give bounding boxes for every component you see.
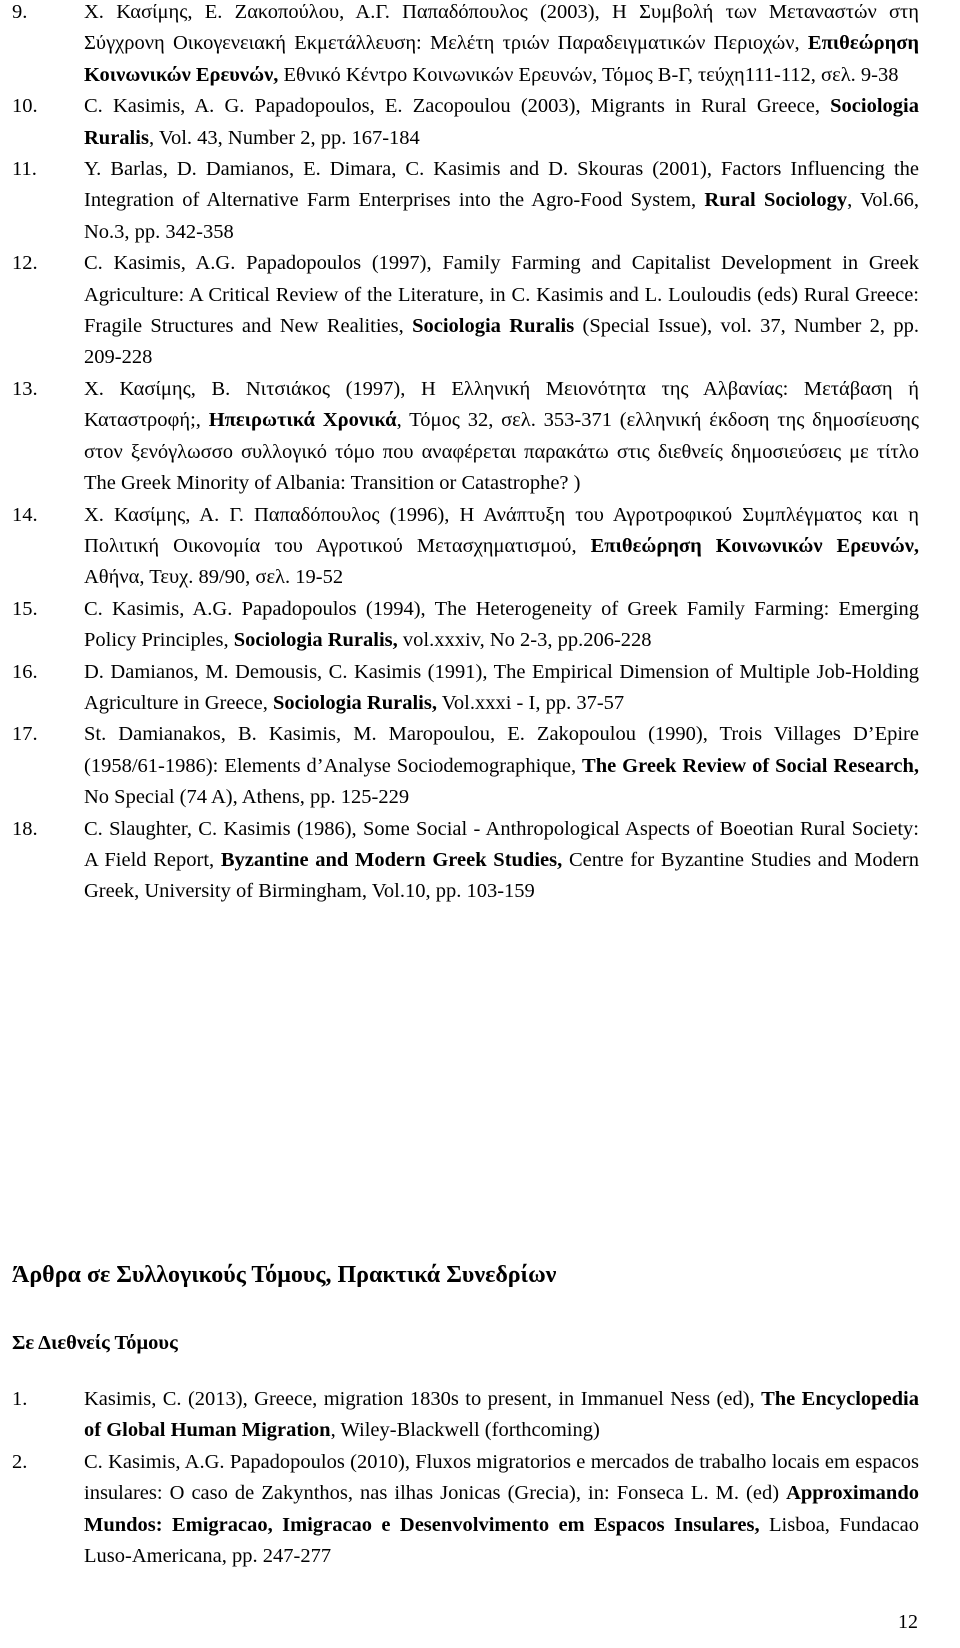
- reference-text: Χ. Κασίμης, Α. Γ. Παπαδόπουλος (1996), Η Ανάπτυξη του Αγροτροφικού Συμπλέγματος και η Πολιτική Οικονομία του Αγροτικού Μετασχηματισμού,: [84, 503, 919, 557]
- reference-text: , Vol.66, No.3, pp. 342-358: [84, 189, 919, 243]
- reference-number: 10.: [12, 95, 38, 118]
- reference-item: [0, 91, 919, 154]
- reference-number: 9.: [12, 1, 28, 23]
- reference-text: Εθνικό Κέντρο Κοινωνικών Ερευνών, Τόμος Β-Γ, τεύχη111-112, σελ. 9-38: [278, 63, 899, 86]
- reference-number: 15.: [12, 597, 38, 620]
- reference-number: 2.: [12, 1450, 28, 1473]
- reference-text: C. Kasimis, A.G. Papadopoulos (1994), The Heterogeneity of Greek Family Farming: Emerging Policy Principles,: [84, 597, 919, 652]
- reference-text: , Vol. 43, Number 2, pp. 167-184: [148, 126, 420, 149]
- reference-item: [0, 248, 919, 374]
- reference-journal-title: Sociologia Ruralis: [84, 95, 919, 149]
- reference-item: [0, 657, 919, 720]
- reference-text: vol.xxxiv, No 2-3, pp.206-228: [397, 629, 652, 652]
- reference-item: [0, 500, 919, 594]
- reference-text: Vol.xxxi - I, pp. 37-57: [436, 691, 625, 714]
- reference-text: (Special Issue), vol. 37, Number 2, pp. 209-228: [84, 315, 919, 369]
- section-heading: Άρθρα σε Συλλογικούς Τόμους, Πρακτικά Συνεδρίων: [12, 1262, 557, 1288]
- reference-journal-title: The Greek Review of Social Research,: [582, 754, 920, 777]
- reference-journal-title: Sociologia Ruralis: [412, 315, 575, 338]
- reference-text: No Special (74 A), Athens, pp. 125-229: [84, 786, 410, 809]
- reference-item: [0, 154, 919, 248]
- reference-text: Αθήνα, Τευχ. 89/90, σελ. 19-52: [84, 566, 344, 589]
- reference-item: [0, 814, 919, 908]
- reference-journal-title: Approximando Mundos: Emigracao, Imigracao e Desenvolvimento em Espacos Insulares,: [84, 1482, 919, 1536]
- reference-item: [0, 0, 919, 91]
- reference-journal-title: Sociologia Ruralis,: [272, 691, 437, 714]
- reference-item: [0, 594, 919, 657]
- reference-text: Χ. Κασίμης, Ε. Ζακοπούλου, Α.Γ. Παπαδόπουλος (2003), Η Συμβολή των Μεταναστών στη Σύγχρονη Οικογενειακή Εκμετάλλευση: Μελέτη τριών Παραδειγματικών Περιοχών,: [84, 1, 919, 55]
- international-volumes-list: [0, 1384, 919, 1572]
- reference-number: 18.: [12, 817, 38, 840]
- reference-item: [0, 374, 919, 500]
- reference-number: 14.: [12, 503, 38, 526]
- reference-number: 16.: [12, 660, 38, 683]
- reference-text: St. Damianakos, B. Kasimis, M. Maropoulou, E. Zakopoulou (1990), Trois Villages D’Epire (1958/61-1986): Elements d’Analyse Sociodemographique,: [84, 723, 919, 777]
- reference-text: Kasimis, C. (2013), Greece, migration 1830s to present, in Immanuel Ness (ed),: [84, 1388, 762, 1410]
- reference-journal-title: Επιθεώρηση Κοινωνικών Ερευνών,: [84, 32, 919, 86]
- reference-number: 17.: [12, 723, 38, 746]
- reference-number: 13.: [12, 377, 38, 400]
- reference-text: Χ. Κασίμης, Β. Νιτσιάκος (1997), Η Ελληνική Μειονότητα της Αλβανίας: Μετάβαση ή Καταστροφή;,: [84, 377, 919, 432]
- reference-journal-title: Ηπειρωτικά Χρονικά: [208, 409, 397, 432]
- subsection-heading: Σε Διεθνείς Τόμους: [12, 1332, 178, 1354]
- reference-number: 12.: [12, 252, 38, 275]
- reference-item: [0, 1384, 919, 1447]
- reference-number: 1.: [12, 1388, 28, 1410]
- reference-text: C. Slaughter, C. Kasimis (1986), Some Social - Anthropological Aspects of Boeotian Rural Society: A Field Report,: [84, 817, 919, 871]
- reference-text: Lisboa, Fundacao Luso-Americana, pp. 247-277: [84, 1513, 919, 1568]
- reference-text: C. Kasimis, A. G. Papadopoulos, E. Zacopoulou (2003), Migrants in Rural Greece,: [84, 95, 831, 118]
- reference-journal-title: Sociologia Ruralis,: [233, 629, 398, 652]
- reference-text: Centre for Byzantine Studies and Modern Greek, University of Birmingham, Vol.10, pp. 103-159: [84, 848, 920, 903]
- reference-text: , Τόμος 32, σελ. 353-371 (ελληνική έκδοση της δημοσίευσης στον ξενόγλωσσο συλλογικό τόμο που αναφέρεται παρακάτω στις διεθνείς δημοσιεύσεις με τίτλο The Greek Minority of Albania: Transition or Catastrophe? ): [84, 409, 919, 495]
- reference-text: C. Kasimis, A.G. Papadopoulos (2010), Fluxos migratorios e mercados de trabalho locais em espacos insulares: O caso de Zakynthos, nas ilhas Jonicas (Grecia), in: Fonseca L. M. (ed): [84, 1450, 919, 1505]
- reference-text: Y. Barlas, D. Damianos, E. Dimara, C. Kasimis and D. Skouras (2001), Factors Influencing the Integration of Alternative Farm Enterprises into the Agro-Food System,: [84, 158, 919, 212]
- page-number: 12: [898, 1611, 918, 1633]
- reference-text: , Wiley-Blackwell (forthcoming): [330, 1419, 600, 1442]
- reference-text: C. Kasimis, A.G. Papadopoulos (1997), Family Farming and Capitalist Development in Greek Agriculture: A Critical Review of the Literature, in C. Kasimis and L. Louloudis (eds) Rural Greece: Fragile Structures and New Realities,: [84, 252, 919, 338]
- reference-journal-title: Rural Sociology: [704, 189, 848, 212]
- reference-item: [0, 719, 919, 813]
- reference-item: [0, 1447, 919, 1573]
- reference-journal-title: Byzantine and Modern Greek Studies,: [220, 848, 563, 871]
- reference-text: D. Damianos, M. Demousis, C. Kasimis (1991), The Empirical Dimension of Multiple Job-Holding Agriculture in Greece,: [84, 660, 919, 714]
- reference-number: 11.: [12, 158, 37, 181]
- reference-journal-title: Επιθεώρηση Κοινωνικών Ερευνών,: [590, 534, 919, 557]
- reference-journal-title: The Encyclopedia of Global Human Migration: [84, 1388, 920, 1442]
